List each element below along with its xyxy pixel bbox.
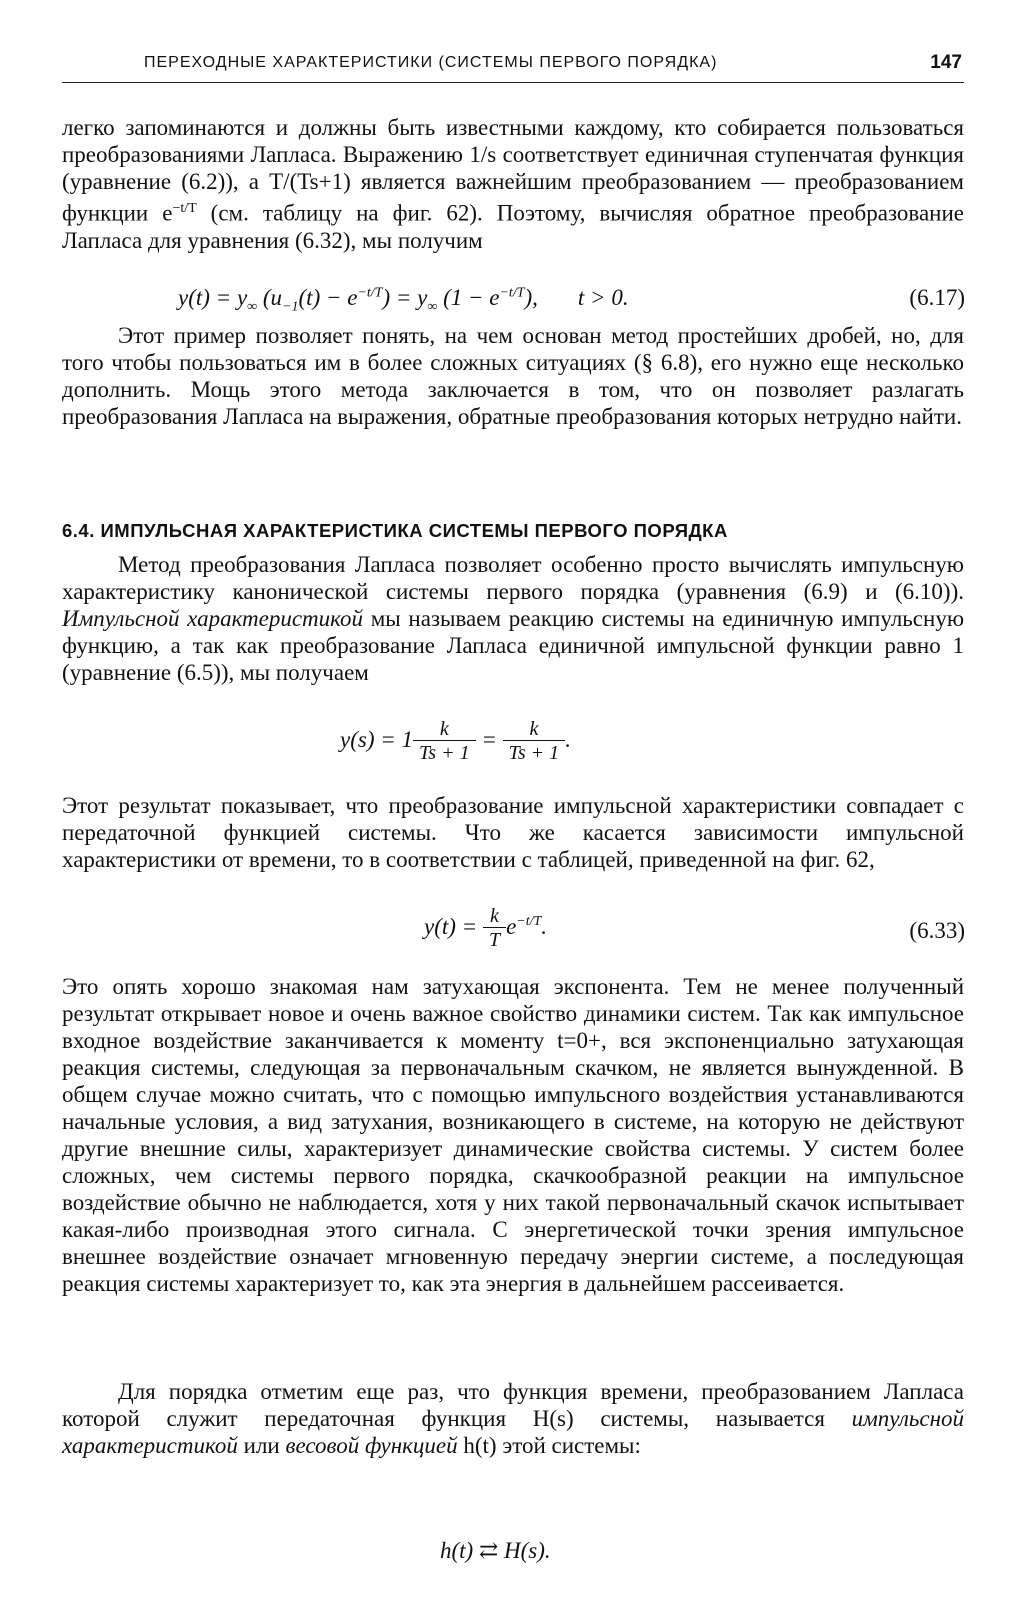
running-head: ПЕРЕХОДНЫЕ ХАРАКТЕРИСТИКИ (СИСТЕМЫ ПЕРВОГО ПОРЯДКА) <box>144 54 718 71</box>
fraction <box>503 718 566 765</box>
italic-term: импульсной характеристикой <box>62 1406 964 1458</box>
eq-sup: −t/T <box>516 914 542 930</box>
paragraph-1-text-end: (см. таблицу на фиг. 62). Поэтому, вычисляя обратное преобразование Лапласа для уравнения (6.32), мы получим <box>62 200 965 253</box>
paragraph-6-text-end: h(t) этой системы: <box>457 1433 641 1458</box>
section-title: 6.4. ИМПУЛЬСНАЯ ХАРАКТЕРИСТИКА СИСТЕМЫ ПЕРВОГО ПОРЯДКА <box>62 520 728 541</box>
numerator: k <box>490 905 499 927</box>
eq-part: . <box>541 913 548 939</box>
equation-6-17 <box>178 285 629 316</box>
eq-sub: ∞ <box>247 299 258 315</box>
page-header <box>62 48 964 83</box>
equation-6-33 <box>424 905 547 952</box>
paragraph-6 <box>62 1378 964 1459</box>
equation-number: (6.33) <box>909 918 965 943</box>
numerator: k <box>529 718 539 740</box>
denominator: Ts + 1 <box>413 740 476 765</box>
paragraph-2: Этот пример позволяет понять, на чем основан метод простейших дробей, но, для того чтобы пользоваться им в более сложных ситуациях (§ 6.8), его нужно еще несколько дополнить. Мощь этого метода заключается в том, что он позволяет разлагать преобразования Лапласа на выражения, обратные преобразования которых нетрудно найти. <box>62 323 964 429</box>
eq-condition: t > 0. <box>577 285 629 310</box>
eq-sub: ∞ <box>427 299 438 315</box>
fraction <box>413 718 476 765</box>
denominator: T <box>483 927 506 952</box>
italic-term: Импульсной характеристикой <box>62 606 364 631</box>
eq-part: (t) − e <box>298 285 358 310</box>
eq-part: . <box>565 726 571 752</box>
paragraph-3 <box>62 551 964 686</box>
eq-part: ), <box>524 285 538 310</box>
equation-number: (6.17) <box>909 285 965 310</box>
paragraph-1-text: легко запоминаются и должны быть известными каждому, кто собирается пользоваться преобразованиями Лапласа. Выражению 1/s соответствует единичная ступенчатая функция (уравнение (6.2)), а T/(Ts+1) является важнейшим преобразованием — преобразованием функции e <box>62 115 964 226</box>
paragraph-3-text-end: мы называем реакцию системы на единичную импульсную функцию, а так как преобразование Лапласа единичной импульсной функции равно 1 (уравнение (6.5)), мы получаем <box>62 606 964 685</box>
eq-part: = <box>475 726 503 752</box>
eq-sub: −1 <box>282 299 299 315</box>
paragraph-6-text: или <box>237 1433 286 1458</box>
equation-final: h(t) ⇄ H(s). <box>440 1538 551 1563</box>
denominator: Ts + 1 <box>503 740 566 765</box>
paragraph-4: Этот результат показывает, что преобразование импульсной характеристики совпадает с передаточной функцией системы. Что же касается зависимости импульсной характеристики от времени, то в соответствии с таблицей, приведенной на фиг. 62, <box>62 793 964 872</box>
eq-part: y(t) = <box>424 913 483 939</box>
paragraph-6-text: Для порядка отметим еще раз, что функция времени, преобразованием Лапласа которой служит передаточная функция H(s) системы, называется <box>62 1379 964 1431</box>
fraction <box>483 905 506 952</box>
eq-part: ) = y <box>382 285 428 310</box>
italic-term: весовой функцией <box>285 1433 458 1458</box>
paragraph-5: Это опять хорошо знакомая нам затухающая экспонента. Тем не менее полученный результат открывает новое и очень важное свойство динамики систем. Так как импульсное входное воздействие заканчивается к моменту t=0+, вся экспоненциально затухающая реакция системы, следующая за первоначальным скачком, не является вынужденной. В общем случае можно считать, что с помощью импульсного воздействия устанавливаются начальные условия, а вид затухания, возникающего в системе, на которую не действуют другие внешние силы, характеризует динамические свойства системы. У систем более сложных, чем системы первого порядка, скачкообразной реакции на импульсное воздействие обычно не наблюдается, хотя у них такой первоначальный скачок испытывает какая-либо производная этого сигнала. С энергетической точки зрения импульсное внешнее воздействие означает мгновенную передачу энергии системе, а последующая реакция системы характеризует то, как эта энергия в дальнейшем рассеивается. <box>62 974 964 1296</box>
numerator: k <box>439 718 449 740</box>
paragraph-1 <box>62 114 964 254</box>
eq-sup: −t/T <box>499 285 525 301</box>
page-number: 147 <box>930 52 962 73</box>
equation-ys <box>340 718 571 765</box>
eq-part: (u <box>257 285 283 310</box>
eq-part: y(t) = y <box>178 285 248 310</box>
eq-part: (1 − e <box>437 285 500 310</box>
exponent: −t/T <box>172 201 197 216</box>
eq-sup: −t/T <box>357 285 383 301</box>
eq-part: y(s) = 1 <box>340 726 413 752</box>
paragraph-3-text: Метод преобразования Лапласа позволяет особенно просто вычислять импульсную характеристику канонической системы первого порядка (уравнения (6.9) и (6.10)). <box>62 552 964 604</box>
eq-part: e <box>506 913 517 939</box>
